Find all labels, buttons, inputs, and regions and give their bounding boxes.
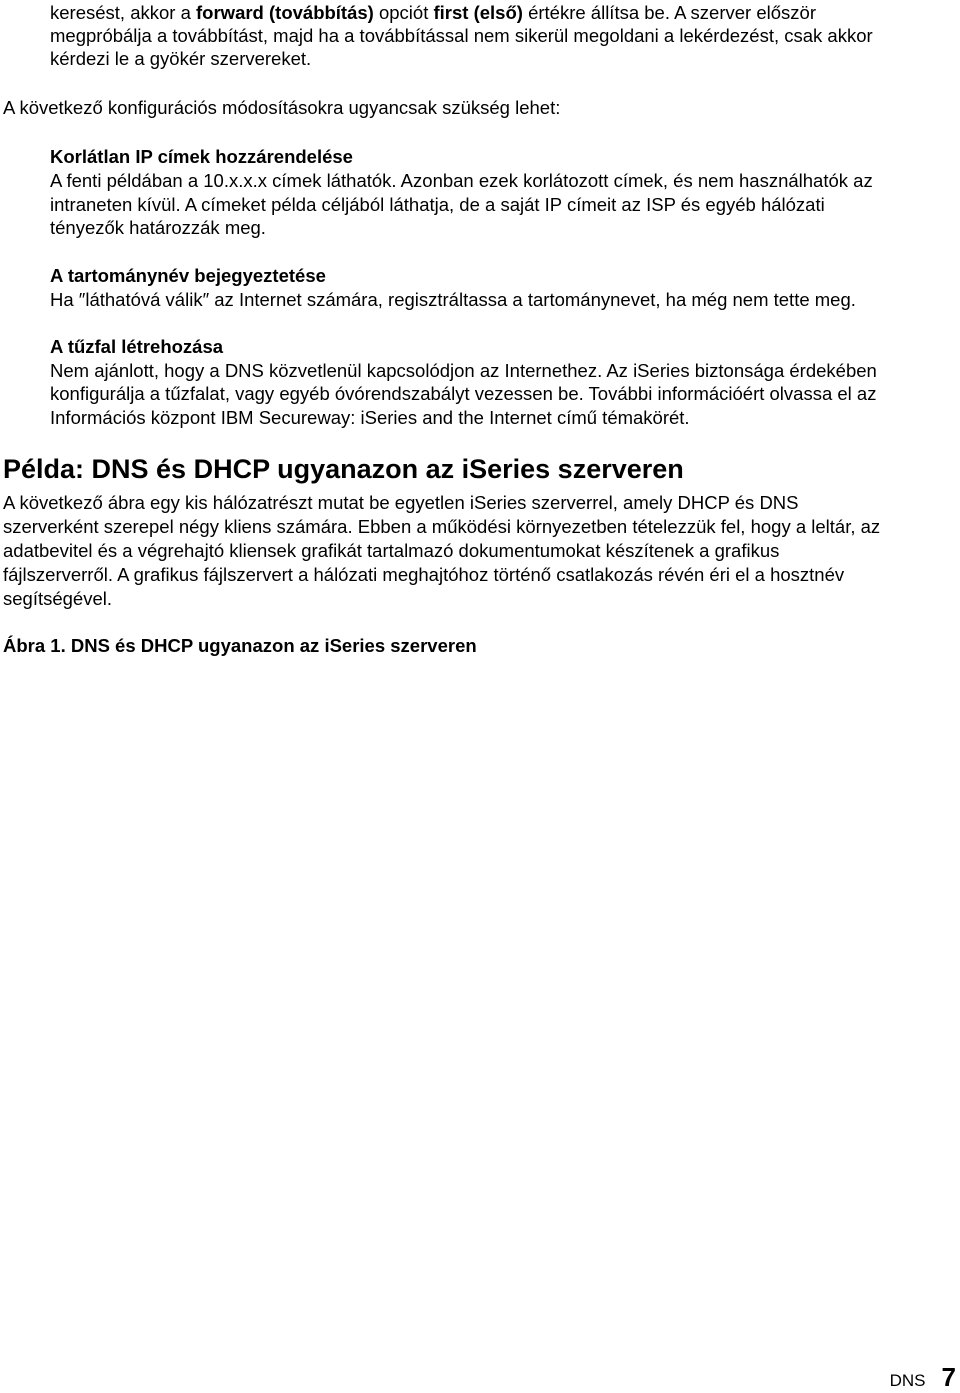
intro-text: értékre állítsa be. A szerver először [522, 2, 816, 23]
section-title-ip-addresses: Korlátlan IP címek hozzárendelése [50, 146, 353, 167]
example-text: segítségével. [3, 588, 113, 609]
intro-line-1 [50, 1, 816, 25]
example-heading: Példa: DNS és DHCP ugyanazon az iSeries szerveren [3, 454, 684, 484]
example-text: fájlszerverről. A grafikus fájlszervert a hálózati meghajtóhoz történő csatlakozás révén éri el a hosztnév [3, 564, 845, 585]
footer-section-label: DNS [889, 1371, 926, 1390]
section-text: tényezők határozzák meg. [50, 217, 266, 238]
page-number: 7 [941, 1362, 956, 1392]
section-title-domain-registration: A tartománynév bejegyeztetése [50, 265, 326, 286]
section-text: Ha ″láthatóvá válik″ az Internet számára, regisztráltassa a tartománynevet, ha még nem tette meg. [50, 289, 856, 310]
intro-line-3: kérdezi le a gyökér szervereket. [50, 48, 312, 69]
example-text: szerverként szerepel négy kliens számára. Ebben a működési környezetben tételezzük fel, hogy a leltár, az [3, 516, 881, 537]
first-value: first (első) [433, 2, 523, 23]
forward-option: forward (továbbítás) [196, 2, 374, 23]
intro-text: opciót [373, 2, 434, 23]
section-text: A fenti példában a 10.x.x.x címek láthatók. Azonban ezek korlátozott címek, és nem használhatók az [50, 170, 873, 191]
intro-text: keresést, akkor a [50, 2, 197, 23]
figure-caption: Ábra 1. DNS és DHCP ugyanazon az iSeries szerveren [3, 635, 477, 656]
section-text: konfigurálja a tűzfalat, vagy egyéb óvórendszabályt vezessen be. További információért olvassa el az [50, 383, 877, 404]
config-intro: A következő konfigurációs módosításokra ugyancsak szükség lehet: [3, 97, 561, 118]
section-title-firewall: A tűzfal létrehozása [50, 336, 224, 357]
example-text: adatbevitel és a végrehajtó kliensek grafikát tartalmazó dokumentumokat készítenek a grafikus [3, 540, 780, 561]
page-footer [890, 1362, 956, 1393]
example-text: A következő ábra egy kis hálózatrészt mutat be egyetlen iSeries szerverrel, amely DHCP és DNS [3, 492, 799, 513]
intro-line-2: megpróbálja a továbbítást, majd ha a továbbítással nem sikerül megoldani a lekérdezést, csak akkor [50, 25, 873, 46]
section-text: Információs központ IBM Secureway: iSeries and the Internet című témakörét. [50, 407, 690, 428]
section-text: Nem ajánlott, hogy a DNS közvetlenül kapcsolódjon az Internethez. Az iSeries biztonsága érdekében [50, 360, 877, 381]
section-text: intraneten kívül. A címeket példa céljából láthatja, de a saját IP címeit az ISP és egyéb hálózati [50, 194, 825, 215]
